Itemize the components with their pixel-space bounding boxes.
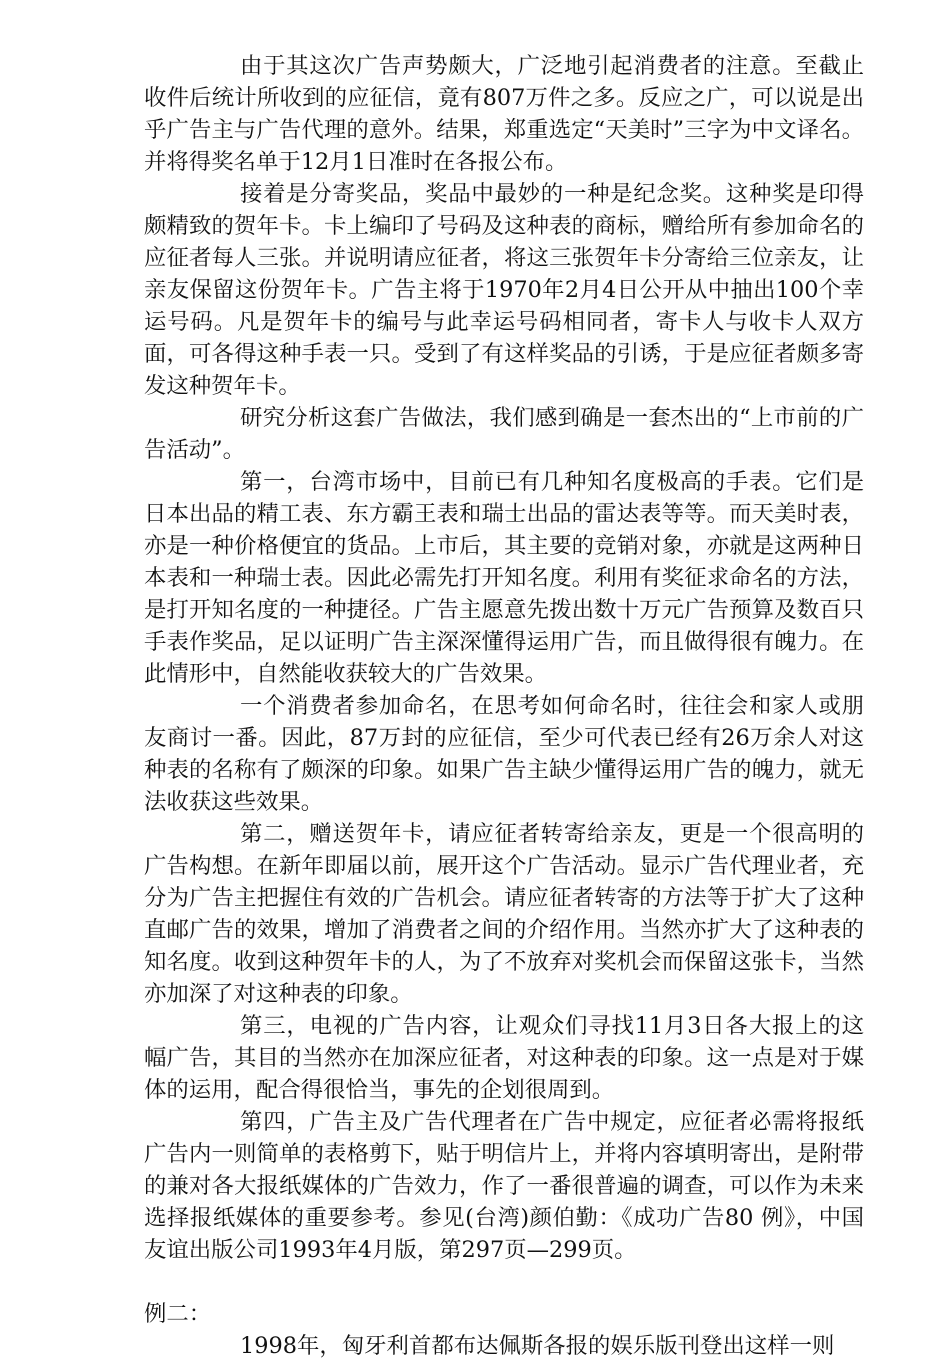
paragraph-3: 研究分析这套广告做法，我们感到确是一套杰出的“上市前的广告活动”。 (144, 405, 864, 463)
example-heading: 例二： (144, 1301, 212, 1327)
paragraph-7: 第三，电视的广告内容，让观众们寻找11月3日各大报上的这幅广告，其目的当然亦在加深应征者，对这种表的印象。这一点是对于媒体的运用，配合得很恰当，事先的企划很周到。 (144, 1013, 864, 1103)
document-body (144, 50, 864, 1362)
blank-line (144, 1266, 864, 1298)
paragraph-5: 一个消费者参加命名，在思考如何命名时，往往会和家人或朋友商讨一番。因此，87万封的应征信，至少可代表已经有26万余人对这种表的名称有了颇深的印象。如果广告主缺少懂得运用广告的魄力，就无法收获这些效果。 (144, 693, 864, 815)
paragraph-2: 接着是分寄奖品，奖品中最妙的一种是纪念奖。这种奖是印得颇精致的贺年卡。卡上编印了号码及这种表的商标，赠给所有参加命名的应征者每人三张。并说明请应征者，将这三张贺年卡分寄给三位亲友，让亲友保留这份贺年卡。广告主将于1970年2月4日公开从中抽出100个幸运号码。凡是贺年卡的编号与此幸运号码相同者，寄卡人与收卡人双方面，可各得这种手表一只。受到了有这样奖品的引诱，于是应征者颇多寄发这种贺年卡。 (144, 181, 864, 399)
paragraph-8: 第四，广告主及广告代理者在广告中规定，应征者必需将报纸广告内一则简单的表格剪下，贴于明信片上，并将内容填明寄出，是附带的兼对各大报纸媒体的广告效力，作了一番很普遍的调查，可以作为未来选择报纸媒体的重要参考。参见(台湾)颜伯勤：《成功广告80 例》，中国友谊出版公司1993年4月版，第297页—299页。 (144, 1109, 864, 1263)
paragraph-4: 第一，台湾市场中，目前已有几种知名度极高的手表。它们是日本出品的精工表、东方霸王表和瑞士出品的雷达表等等。而天美时表，亦是一种价格便宜的货品。上市后，其主要的竞销对象，亦就是这两种日本表和一种瑞士表。因此必需先打开知名度。利用有奖征求命名的方法，是打开知名度的一种捷径。广告主愿意先拨出数十万元广告预算及数百只手表作奖品，足以证明广告主深深懂得运用广告，而且做得很有魄力。在此情形中，自然能收获较大的广告效果。 (144, 469, 864, 687)
paragraph-6: 第二，赠送贺年卡，请应征者转寄给亲友，更是一个很高明的广告构想。在新年即届以前，展开这个广告活动。显示广告代理业者，充分为广告主把握住有效的广告机会。请应征者转寄的方法等于扩大了这种直邮广告的效果，增加了消费者之间的介绍作用。当然亦扩大了这种表的知名度。收到这种贺年卡的人，为了不放弃对奖机会而保留这张卡，当然亦加深了对这种表的印象。 (144, 821, 864, 1007)
paragraph-9: 1998年，匈牙利首都布达佩斯各报的娱乐版刊登出这样一则 (240, 1333, 835, 1359)
paragraph-1: 由于其这次广告声势颇大，广泛地引起消费者的注意。至截止收件后统计所收到的应征信，竟有807万件之多。反应之广，可以说是出乎广告主与广告代理的意外。结果，郑重选定“天美时”三字为中文译名。并将得奖名单于12月1日准时在各报公布。 (144, 53, 864, 175)
